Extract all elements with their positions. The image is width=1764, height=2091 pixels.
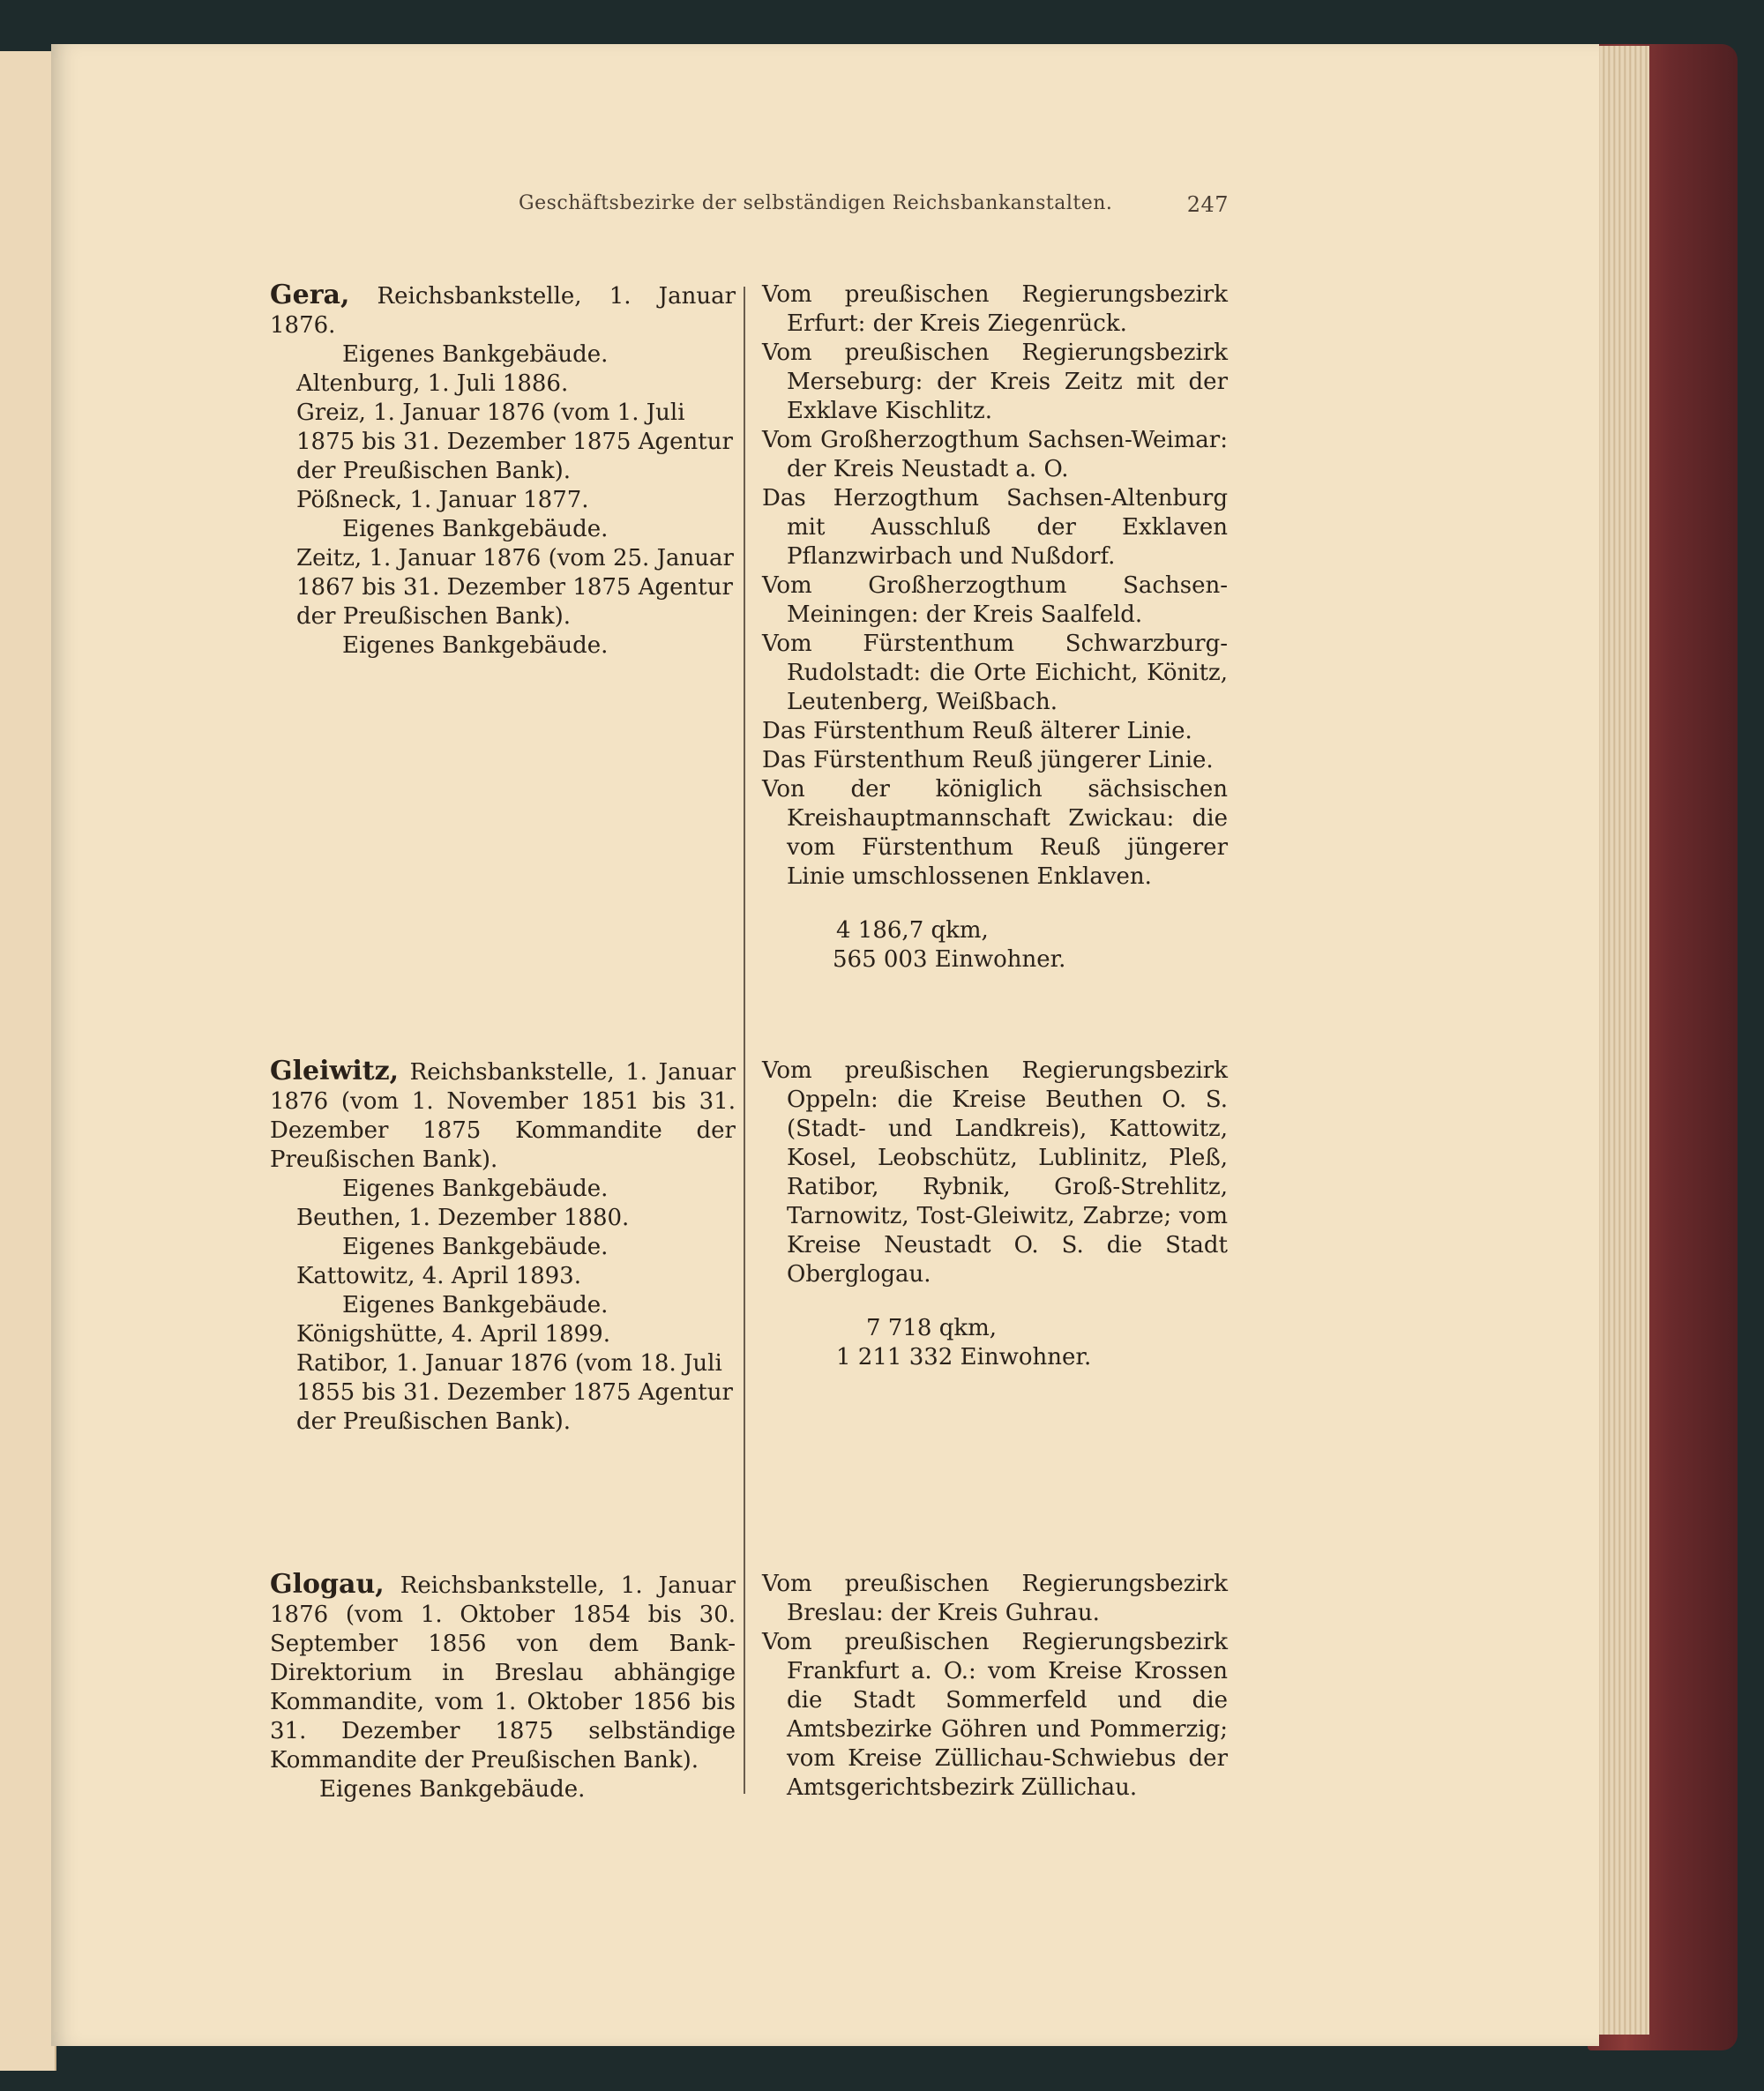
- main-office-entry: [270, 1570, 736, 1775]
- territory-line: Von der königlich sächsischen Kreishauptmannschaft Zwickau: die vom Fürstenthum Reuß jüngerer Linie umschlossenen Enklaven.: [762, 776, 1228, 890]
- section-gera-territory: [762, 280, 1228, 975]
- bank-building-note: Eigenes Bankgebäude.: [342, 1292, 609, 1318]
- branch-entry: [270, 1349, 736, 1437]
- branch-entry: [270, 1262, 736, 1291]
- office-place: Gleiwitz,: [270, 1056, 400, 1087]
- branch-place: Altenburg,: [296, 370, 421, 397]
- branch-details: 1. Januar 1876 (vom 18. Juli 1855 bis 31. Dezember 1875 Agentur der Preußischen Bank).: [296, 1350, 733, 1435]
- office-details: Reichsbankstelle, 1. Januar 1876 (vom 1. Oktober 1854 bis 30. September 1856 von dem Bank-Direktorium in Breslau abhängige Kommandite, vom 1. Oktober 1856 bis 31. Dezember 1875 selbständige Kommandite der Preußischen Bank).: [270, 1572, 736, 1774]
- district-statistics: [762, 1314, 1228, 1372]
- territory-line: Vom Großherzogthum Sachsen-Weimar: der Kreis Neustadt a. O.: [762, 427, 1228, 482]
- district-area: 7 718 qkm,: [866, 1315, 998, 1341]
- territory-line: Vom preußischen Regierungsbezirk Erfurt: der Kreis Ziegenrück.: [762, 281, 1228, 337]
- branch-place: Beuthen,: [296, 1205, 401, 1231]
- office-place: Glogau,: [270, 1569, 385, 1600]
- branch-place: Zeitz,: [296, 545, 363, 571]
- territory-line: Vom preußischen Regierungsbezirk Merseburg: der Kreis Zeitz mit der Exklave Kischlitz.: [762, 340, 1228, 424]
- branch-place: Königshütte,: [296, 1321, 445, 1348]
- territory-line: Das Herzogthum Sachsen-Altenburg mit Ausschluß der Exklaven Pflanzwirbach und Nußdorf.: [762, 485, 1228, 570]
- territory-line: Vom preußischen Regierungsbezirk Breslau: der Kreis Guhrau.: [762, 1571, 1228, 1626]
- running-title: Geschäftsbezirke der selbständigen Reichsbankanstalten.: [519, 192, 1113, 214]
- branch-details: 1. Januar 1876 (vom 25. Januar 1867 bis 31. Dezember 1875 Agentur der Preußischen Bank).: [296, 545, 734, 630]
- bank-building-note: Eigenes Bankgebäude.: [342, 632, 609, 659]
- column-divider: [744, 287, 745, 915]
- section-gleiwitz-territory: [762, 1057, 1228, 1372]
- branch-details: 1. Juli 1886.: [420, 370, 569, 397]
- branch-entry: [270, 1204, 736, 1233]
- territory-line: Vom preußischen Regierungsbezirk Frankfurt a. O.: vom Kreise Krossen die Stadt Sommerfeld und die Amtsbezirke Göhren und Pommerzig; vom Kreise Züllichau-Schwiebus der Amtsgerichtsbezirk Züllichau.: [762, 1629, 1228, 1801]
- bank-building-note: Eigenes Bankgebäude.: [342, 341, 609, 368]
- territory-line: Das Fürstenthum Reuß jüngerer Linie.: [762, 747, 1214, 773]
- office-details: Reichsbankstelle, 1. Januar 1876.: [270, 283, 736, 339]
- branch-entry: [270, 486, 736, 515]
- branch-place: Pößneck,: [296, 487, 403, 513]
- bank-building-note: Eigenes Bankgebäude.: [319, 1776, 586, 1803]
- page-block-edges: [1595, 46, 1649, 2035]
- column-divider: [744, 1563, 745, 1794]
- branch-place: Ratibor,: [296, 1350, 389, 1377]
- section-gera-offices: [270, 280, 736, 661]
- district-area: 4 186,7 qkm,: [836, 917, 989, 944]
- main-office-entry: [270, 280, 736, 340]
- branch-entry: [270, 399, 736, 486]
- branch-entry: [270, 370, 736, 399]
- office-place: Gera,: [270, 280, 350, 310]
- branch-details: 4. April 1899.: [444, 1321, 610, 1348]
- main-office-entry: [270, 1057, 736, 1175]
- territory-line: Vom Fürstenthum Schwarzburg-Rudolstadt: die Orte Eichicht, Könitz, Leutenberg, Weißbach.: [762, 631, 1228, 715]
- office-details: Reichsbankstelle, 1. Januar 1876 (vom 1. November 1851 bis 31. Dezember 1875 Kommandite der Preußischen Bank).: [270, 1059, 736, 1173]
- facing-page-edge: [0, 51, 56, 2071]
- bank-building-note: Eigenes Bankgebäude.: [342, 1234, 609, 1260]
- district-statistics: [762, 916, 1228, 975]
- bank-building-note: Eigenes Bankgebäude.: [342, 1176, 609, 1202]
- branch-place: Greiz,: [296, 400, 366, 426]
- territory-line: Vom Großherzogthum Sachsen-Meiningen: der Kreis Saalfeld.: [762, 572, 1228, 628]
- district-population: 1 211 332 Einwohner.: [836, 1344, 1092, 1370]
- section-glogau-offices: [270, 1570, 736, 1804]
- district-population: 565 003 Einwohner.: [833, 946, 1066, 973]
- branch-entry: [270, 1320, 736, 1349]
- territory-line: Das Fürstenthum Reuß älterer Linie.: [762, 718, 1192, 744]
- section-gleiwitz-offices: [270, 1057, 736, 1437]
- territory-line: Vom preußischen Regierungsbezirk Oppeln: die Kreise Beuthen O. S. (Stadt- und Landkreis), Kattowitz, Kosel, Leobschütz, Lublinitz, Pleß, Ratibor, Rybnik, Groß-Strehlitz, Tarnowitz, Tost-Gleiwitz, Zabrze; vom Kreise Neustadt O. S. die Stadt Oberglogau.: [762, 1057, 1228, 1288]
- branch-details: 1. Januar 1877.: [402, 487, 589, 513]
- page-number: 247: [1186, 192, 1229, 217]
- branch-entry: [270, 544, 736, 631]
- branch-details: 1. Januar 1876 (vom 1. Juli 1875 bis 31. Dezember 1875 Agentur der Preußischen Bank).: [296, 400, 733, 484]
- branch-details: 1. Dezember 1880.: [400, 1205, 630, 1231]
- section-glogau-territory: [762, 1570, 1228, 1803]
- branch-place: Kattowitz,: [296, 1263, 415, 1289]
- column-divider: [744, 915, 745, 1563]
- bank-building-note: Eigenes Bankgebäude.: [342, 516, 609, 542]
- branch-details: 4. April 1893.: [415, 1263, 581, 1289]
- page-header: [519, 192, 1229, 219]
